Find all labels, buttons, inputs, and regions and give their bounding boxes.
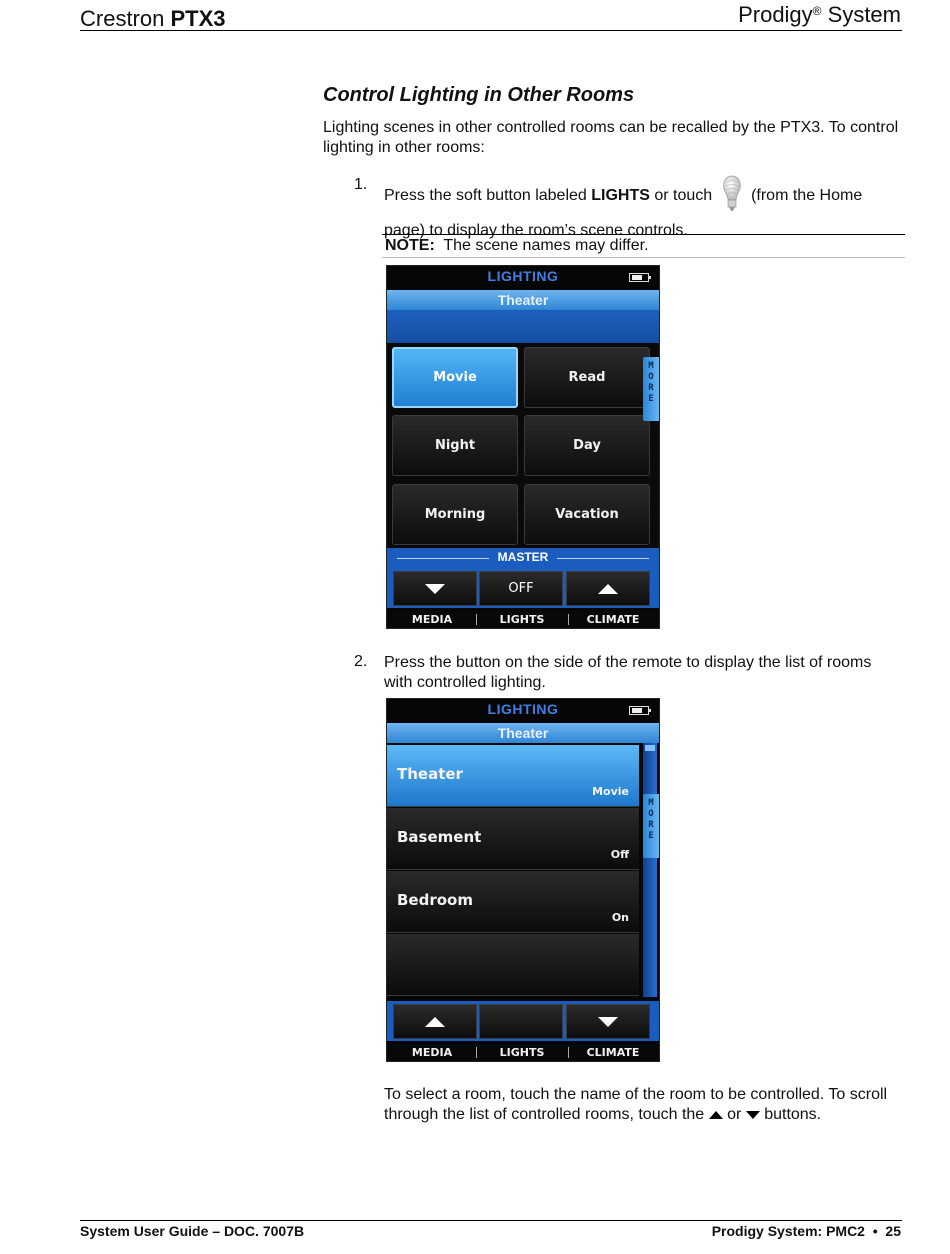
more-letter: M (648, 798, 654, 808)
scene-button-day[interactable]: Day (524, 415, 650, 476)
screen-title: LIGHTING (487, 268, 559, 284)
room-state: On (611, 911, 629, 924)
scene-button-movie[interactable]: Movie (392, 347, 518, 408)
scene-button-area (387, 343, 659, 548)
note-text: The scene names may differ. (434, 237, 649, 254)
room-header-band (387, 310, 659, 343)
triangle-down-icon (424, 583, 446, 595)
step-1-text-a: Press the soft button labeled (384, 187, 592, 205)
step-1-text-c: (from the Home page) to display the room’s scene controls. (384, 187, 863, 239)
more-letter: O (648, 809, 654, 819)
header-product-name: Prodigy (738, 2, 813, 27)
note-label: NOTE: (385, 237, 435, 254)
room-name-bar: Theater (387, 723, 659, 743)
scene-button-night[interactable]: Night (392, 415, 518, 476)
room-name: Theater (397, 765, 463, 783)
bottom-nav (387, 611, 659, 628)
room-name-bar: Theater (387, 290, 659, 310)
step-1-number: 1. (354, 176, 368, 193)
scroll-up-button[interactable] (393, 1004, 477, 1039)
footer-rule (80, 1220, 902, 1221)
master-lower-button[interactable] (393, 571, 477, 606)
intro-paragraph: Lighting scenes in other controlled rooms can be recalled by the PTX3. To control lighting in other rooms: (323, 119, 899, 156)
step-2-text: Press the button on the side of the remote to display the list of rooms with controlled lighting. (384, 654, 872, 691)
triangle-down-icon (597, 1016, 619, 1028)
header-rule (80, 30, 902, 31)
header-brand-name: Crestron (80, 6, 165, 31)
header-product-suffix: System (827, 2, 901, 27)
nav-media[interactable]: MEDIA (411, 613, 453, 626)
master-row (387, 548, 659, 568)
after-text-a: To select a room, touch the name of the room to be controlled. To scroll through the list of controlled rooms, touch the (384, 1086, 888, 1123)
scene-button-read[interactable]: Read (524, 347, 650, 408)
more-letter: E (648, 831, 654, 841)
triangle-up-icon (597, 583, 619, 595)
down-arrow-icon (746, 1111, 760, 1119)
battery-icon (629, 273, 649, 282)
battery-icon (629, 706, 649, 715)
more-tab[interactable] (643, 357, 659, 421)
lighting-scenes-screen (386, 265, 660, 629)
room-item-bedroom[interactable] (387, 871, 639, 933)
bottom-nav (387, 1044, 659, 1061)
room-state: Off (610, 848, 629, 861)
nav-climate[interactable]: CLIMATE (586, 613, 640, 626)
room-item-basement[interactable] (387, 808, 639, 870)
nav-climate[interactable]: CLIMATE (586, 1046, 640, 1059)
room-list (387, 743, 639, 997)
select-room-paragraph (384, 1085, 904, 1125)
room-item-empty (387, 934, 639, 996)
nav-lights[interactable]: LIGHTS (499, 1046, 545, 1059)
more-letter: E (648, 394, 654, 404)
scrollbar-thumb[interactable] (645, 745, 655, 751)
more-letter: M (648, 361, 654, 371)
step-1-lights-label: LIGHTS (591, 187, 650, 205)
blank-button[interactable] (479, 1004, 563, 1039)
room-list-scrollbar[interactable] (643, 743, 657, 997)
nav-lights[interactable]: LIGHTS (499, 613, 545, 626)
triangle-up-icon (424, 1016, 446, 1028)
lightbulb-icon (721, 174, 743, 214)
step-1-text-b: or touch (649, 187, 717, 205)
more-letter: R (648, 820, 654, 830)
scene-button-morning[interactable]: Morning (392, 484, 518, 545)
room-name: Bedroom (397, 891, 473, 909)
after-text-b: buttons. (759, 1106, 822, 1123)
note (385, 237, 649, 255)
header-model: PTX3 (170, 6, 226, 31)
master-controls (387, 568, 659, 608)
header-brand (80, 6, 226, 32)
master-label: MASTER (497, 550, 549, 564)
footer-doc-title: System User Guide – DOC. 7007B (80, 1223, 305, 1239)
more-letter: O (648, 372, 654, 382)
nav-media[interactable]: MEDIA (411, 1046, 453, 1059)
room-item-theater[interactable] (387, 745, 639, 807)
screen-title: LIGHTING (487, 701, 559, 717)
scroll-down-button[interactable] (566, 1004, 650, 1039)
footer-page-info: Prodigy System: PMC2 • 25 (711, 1223, 901, 1239)
list-scroll-controls (387, 1001, 659, 1041)
room-name: Basement (397, 828, 482, 846)
more-letter: R (648, 383, 654, 393)
section-title: Control Lighting in Other Rooms (323, 84, 635, 106)
lighting-rooms-screen (386, 698, 660, 1062)
room-state: Movie (592, 785, 629, 798)
master-off-button[interactable]: OFF (479, 571, 563, 606)
scene-button-vacation[interactable]: Vacation (524, 484, 650, 545)
more-tab[interactable] (643, 794, 659, 858)
registered-mark: ® (812, 4, 822, 18)
master-raise-button[interactable] (566, 571, 650, 606)
step-2-number: 2. (354, 653, 368, 670)
after-text-or: or (722, 1106, 746, 1123)
header-product (738, 2, 901, 28)
up-arrow-icon (709, 1111, 723, 1119)
